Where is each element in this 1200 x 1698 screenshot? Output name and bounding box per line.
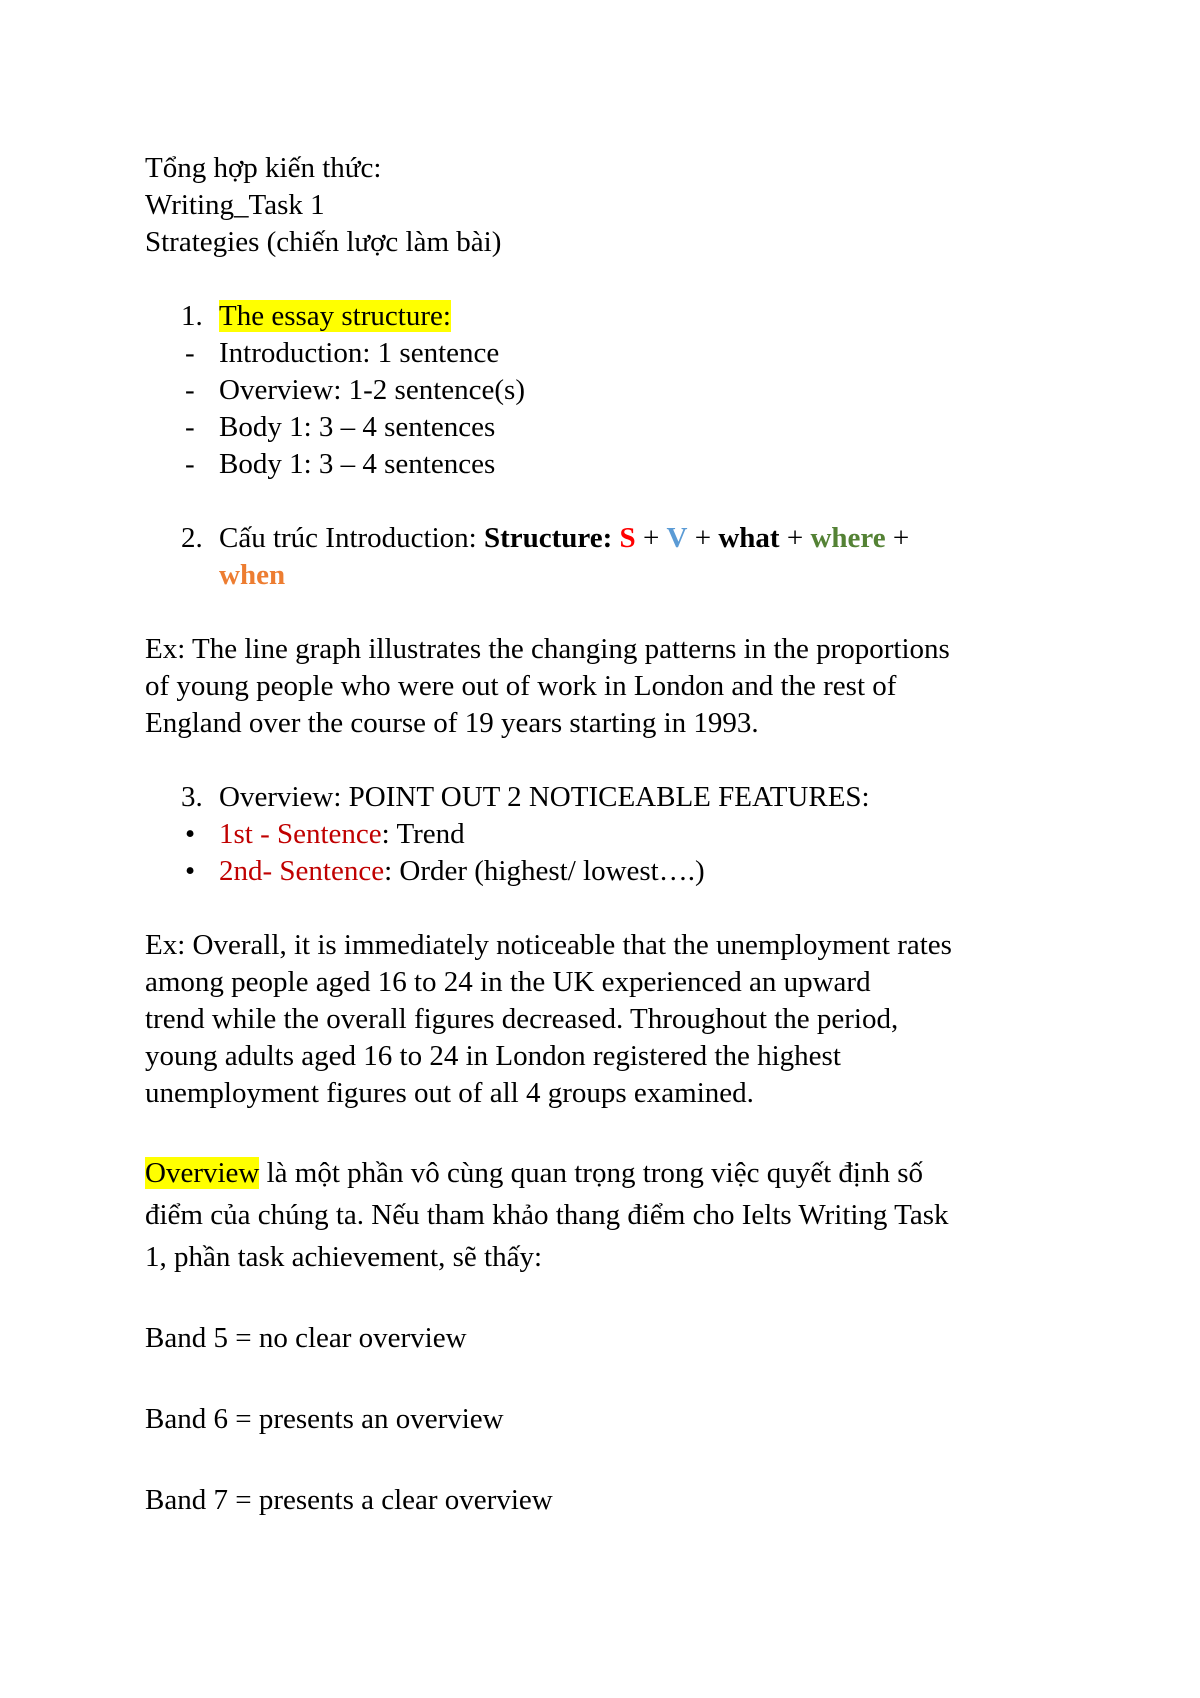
doc-strategies: Strategies (chiến lược làm bài) [145, 226, 502, 258]
plus-sign: + [642, 522, 660, 554]
list-item: Body 1: 3 – 4 sentences [219, 411, 496, 443]
list-dash: - [185, 411, 195, 443]
doc-title: Tổng hợp kiến thức: [145, 152, 382, 184]
overview-highlight: Overview [145, 1157, 260, 1189]
section3-number: 3. [181, 781, 203, 813]
formula-where: where [810, 522, 886, 554]
plus-sign: + [892, 522, 910, 554]
list-dash: - [185, 448, 195, 480]
bullet-text: : Trend [381, 818, 465, 850]
band-line: Band 5 = no clear overview [145, 1322, 467, 1354]
bullet-label: 2nd- Sentence [219, 855, 385, 887]
bullet-mark: • [185, 818, 196, 850]
section1-heading-text: The essay structure: [219, 300, 451, 332]
formula-when: when [219, 559, 286, 591]
list-dash: - [185, 337, 195, 369]
example2-line: among people aged 16 to 24 in the UK experienced an upward [145, 966, 871, 998]
bullet-item [219, 816, 465, 853]
bullet-item [219, 853, 705, 890]
example1-line: Ex: The line graph illustrates the changing patterns in the proportions [145, 633, 950, 665]
formula-what: what [718, 522, 780, 554]
doc-subtitle: Writing_Task 1 [145, 189, 325, 221]
plus-sign: + [786, 522, 804, 554]
bullet-label: 1st - Sentence [219, 818, 382, 850]
list-dash: - [185, 374, 195, 406]
formula-v: V [666, 522, 688, 554]
list-item: Introduction: 1 sentence [219, 337, 500, 369]
list-item: Overview: 1-2 sentence(s) [219, 374, 525, 406]
section1-number: 1. [181, 300, 203, 332]
example2-line: young adults aged 16 to 24 in London registered the highest [145, 1040, 841, 1072]
section2-heading [219, 520, 909, 557]
section2-heading-cont [219, 557, 285, 594]
example2-line: trend while the overall figures decreased. Throughout the period, [145, 1003, 899, 1035]
bullet-text: : Order (highest/ lowest….) [384, 855, 705, 887]
note-line: điểm của chúng ta. Nếu tham khảo thang điểm cho Ielts Writing Task [145, 1199, 949, 1231]
structure-label: Structure: [483, 522, 613, 554]
band-line: Band 7 = presents a clear overview [145, 1484, 553, 1516]
list-item: Body 1: 3 – 4 sentences [219, 448, 496, 480]
note-line: 1, phần task achievement, sẽ thấy: [145, 1241, 543, 1273]
example2-line: Ex: Overall, it is immediately noticeable that the unemployment rates [145, 929, 952, 961]
example1-line: of young people who were out of work in London and the rest of [145, 670, 897, 702]
section2-number: 2. [181, 522, 203, 554]
formula-s: S [619, 522, 636, 554]
plus-sign: + [694, 522, 712, 554]
example1-line: England over the course of 19 years starting in 1993. [145, 707, 759, 739]
section1-heading [219, 298, 451, 335]
note-line1-rest: là một phần vô cùng quan trọng trong việc quyết định số [259, 1157, 924, 1189]
bullet-mark: • [185, 855, 196, 887]
section2-lead: Cấu trúc Introduction: [219, 522, 484, 554]
section3-heading: Overview: POINT OUT 2 NOTICEABLE FEATURES: [219, 781, 870, 813]
band-line: Band 6 = presents an overview [145, 1403, 504, 1435]
example2-line: unemployment figures out of all 4 groups examined. [145, 1077, 754, 1109]
note-line [145, 1155, 923, 1192]
